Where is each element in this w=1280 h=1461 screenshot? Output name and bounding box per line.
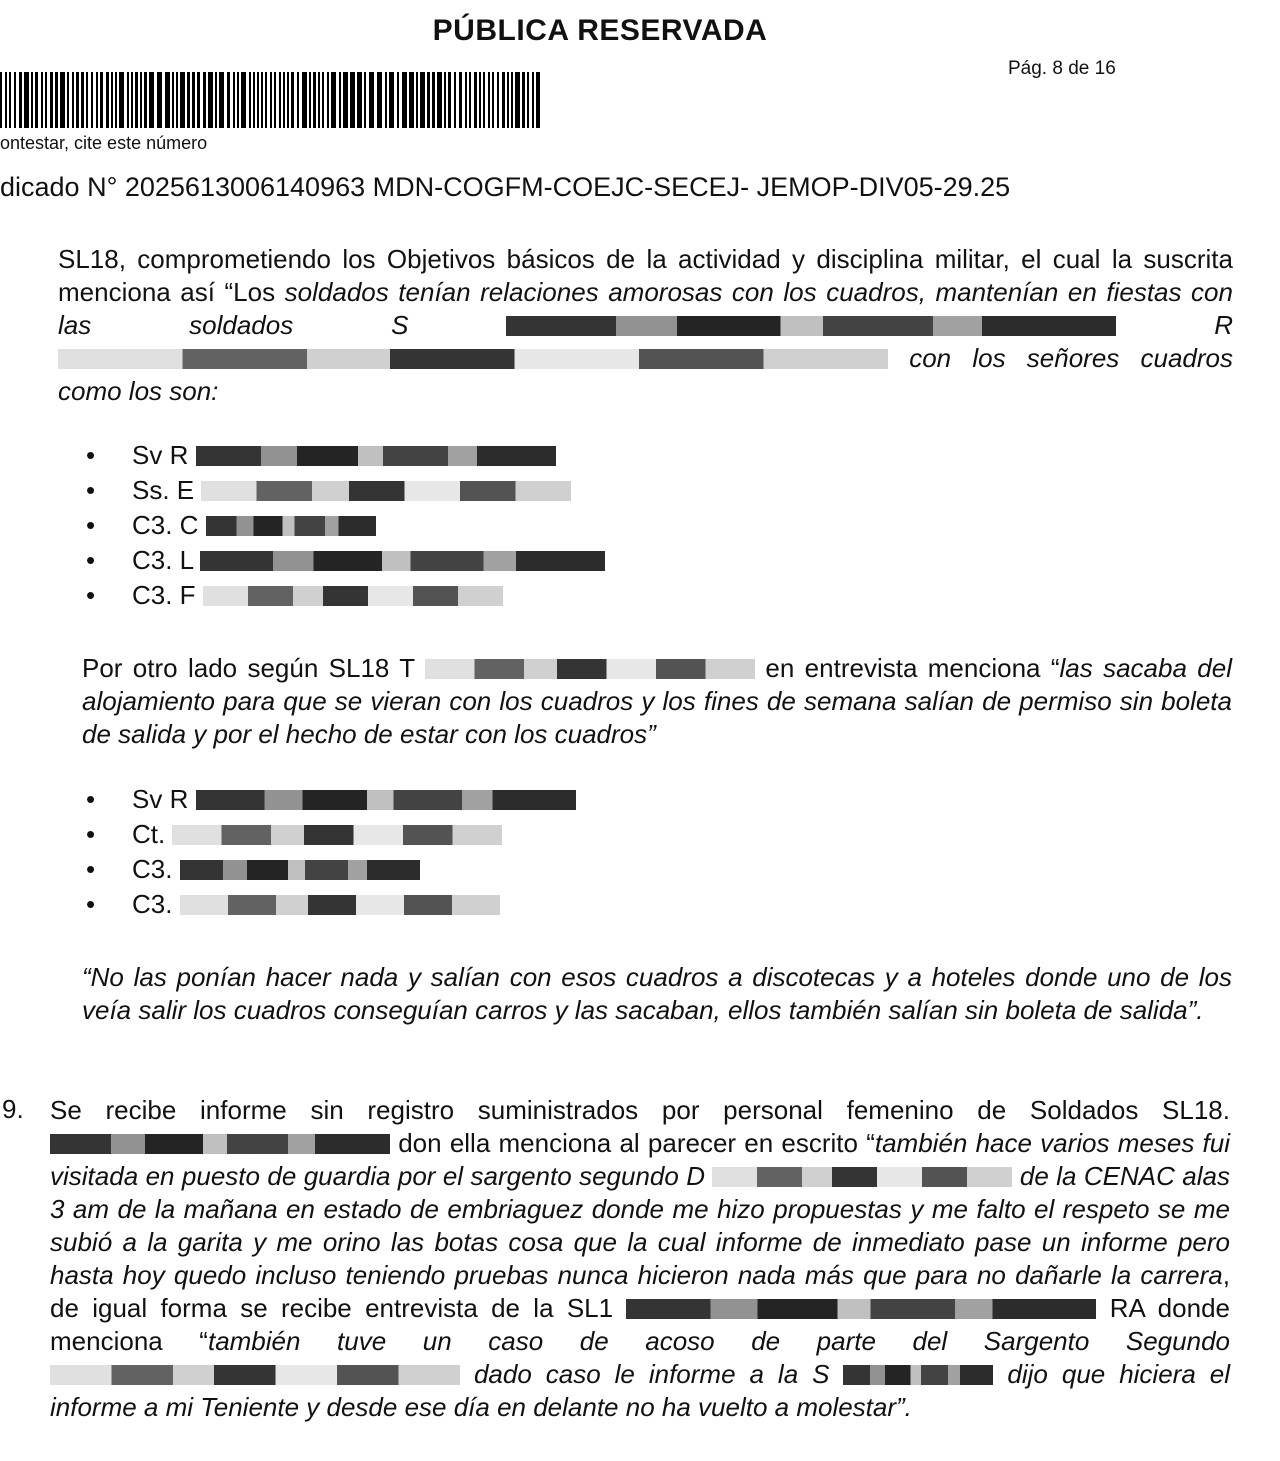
barcode-bar bbox=[357, 72, 362, 128]
barcode-bar bbox=[302, 72, 307, 128]
redaction-block bbox=[200, 551, 605, 571]
list-item bbox=[86, 852, 576, 887]
barcode-bar bbox=[176, 72, 178, 128]
redaction-block bbox=[50, 1134, 390, 1154]
barcode-bar bbox=[76, 72, 79, 128]
barcode-bar bbox=[55, 72, 58, 128]
list-item bbox=[86, 578, 605, 613]
classification-heading: PÚBLICA RESERVADA bbox=[432, 14, 768, 47]
barcode-bar bbox=[233, 72, 235, 128]
redaction-block bbox=[58, 349, 888, 369]
list-item bbox=[86, 782, 576, 817]
list-item bbox=[86, 473, 605, 508]
barcode-bar bbox=[270, 72, 272, 128]
barcode-bar bbox=[115, 72, 117, 128]
item-9-paragraph bbox=[50, 1094, 1230, 1424]
redaction-block bbox=[180, 860, 420, 880]
barcode-bar bbox=[19, 72, 22, 128]
barcode-bar bbox=[385, 72, 387, 128]
barcode-bar bbox=[339, 72, 341, 128]
redaction-block bbox=[172, 825, 502, 845]
barcode-bar bbox=[309, 72, 311, 128]
barcode-bar bbox=[287, 72, 289, 128]
paragraph-1 bbox=[58, 243, 1233, 408]
barcode-bar bbox=[5, 72, 7, 128]
list-cuadros-2 bbox=[86, 782, 576, 922]
barcode-bar bbox=[364, 72, 366, 128]
redaction-block bbox=[206, 516, 376, 536]
barcode-bar bbox=[327, 72, 329, 128]
barcode-bar bbox=[144, 72, 147, 128]
barcode-bar bbox=[72, 72, 74, 128]
barcode-bar bbox=[469, 72, 471, 128]
redaction-block bbox=[196, 446, 556, 466]
p1-text: SL18, comprometiendo los Objetivos básicos de la actividad y disciplina militar, el cual la suscrita menciona así “Los bbox=[58, 244, 1233, 307]
barcode-bar bbox=[197, 72, 200, 128]
barcode-bar bbox=[9, 72, 11, 128]
redaction-block bbox=[196, 790, 576, 810]
barcode-bar bbox=[106, 72, 109, 128]
redaction-block bbox=[425, 659, 755, 679]
barcode-bar bbox=[502, 72, 505, 128]
barcode-bar bbox=[318, 72, 320, 128]
barcode-bar bbox=[140, 72, 142, 128]
barcode-bar bbox=[41, 72, 43, 128]
barcode-bar bbox=[283, 72, 285, 128]
barcode-bar bbox=[127, 72, 129, 128]
item9-quote-4: dado caso le informe a la S bbox=[473, 1359, 830, 1389]
list-item-text: Ct. bbox=[132, 819, 166, 849]
barcode-bar bbox=[488, 72, 490, 128]
quote-3-text: “No las ponían hacer nada y salían con esos cuadros a discotecas y a hoteles donde uno de los veía salir los cuadros conseguían carros y las sacaban, ellos también salían sin boleta de salida”. bbox=[82, 962, 1232, 1025]
barcode-bar bbox=[149, 72, 154, 128]
barcode-bar bbox=[432, 72, 435, 128]
item9-text-c: , de igual forma se recibe entrevista de la SL1 bbox=[50, 1260, 1230, 1323]
item9-quote-3: también tuve un caso de acoso de parte del Sargento Segundo bbox=[207, 1326, 1230, 1356]
redaction-block bbox=[201, 481, 571, 501]
barcode-bar bbox=[369, 72, 374, 128]
item9-quote-1: también hace varios meses fui visitada en puesto de guardia por el sargento segundo D bbox=[50, 1128, 1230, 1191]
list-item bbox=[86, 543, 605, 578]
p2-text-b: en entrevista menciona “ bbox=[765, 653, 1060, 683]
item9-quote-5: dijo que hiciera el informe a mi Teniente y desde ese día en delante no ha vuelto a molestar”. bbox=[50, 1359, 1230, 1422]
barcode-bar bbox=[522, 72, 525, 128]
barcode-bar bbox=[536, 72, 540, 128]
redaction-block bbox=[50, 1365, 460, 1385]
barcode-bar bbox=[249, 72, 251, 128]
barcode-bar bbox=[343, 72, 348, 128]
redaction-block bbox=[203, 586, 503, 606]
barcode-bar bbox=[135, 72, 138, 128]
barcode-bar bbox=[208, 72, 213, 128]
barcode-bar bbox=[444, 72, 446, 128]
page-number: Pág. 8 de 16 bbox=[1008, 58, 1116, 79]
item9-text-b: don ella menciona al parecer en escrito “ bbox=[398, 1128, 875, 1158]
barcode-bar bbox=[402, 72, 407, 128]
barcode-bar bbox=[192, 72, 195, 128]
barcode-bar bbox=[497, 72, 499, 128]
barcode-bar bbox=[350, 72, 355, 128]
barcode-bar bbox=[241, 72, 246, 128]
barcode-bar bbox=[507, 72, 509, 128]
barcode-bar bbox=[331, 72, 336, 128]
redaction-block bbox=[180, 895, 500, 915]
barcode-bar bbox=[527, 72, 529, 128]
list-item-text: C3. bbox=[132, 854, 173, 884]
barcode-bar bbox=[67, 72, 69, 128]
barcode-bar bbox=[60, 72, 65, 128]
list-item-text: C3. F bbox=[132, 580, 196, 610]
barcode-bar bbox=[187, 72, 190, 128]
barcode-bar bbox=[265, 72, 267, 128]
list-item-text: C3. C bbox=[132, 510, 199, 540]
barcode-bar bbox=[165, 72, 170, 128]
barcode-bar bbox=[416, 72, 418, 128]
barcode-bar bbox=[420, 72, 425, 128]
barcode-bar bbox=[45, 72, 47, 128]
p2-text: Por otro lado según SL18 T bbox=[82, 653, 415, 683]
barcode-bar bbox=[91, 72, 93, 128]
barcode-bar bbox=[397, 72, 399, 128]
barcode-bar bbox=[257, 72, 259, 128]
p1-quote-c: con los señores cuadros como los son: bbox=[58, 343, 1233, 406]
barcode-bar bbox=[50, 72, 53, 128]
item9-quote-2: de la CENAC alas 3 am de la mañana en estado de embriaguez donde me hizo propuestas y me falto el respeto se me subió a la garita y me orino las botas cosa que la cual informe de inmediato pase un informe pero hasta hoy quedo incluso teniendo pruebas nunca hicieron nada más que para no dañarle la carrera bbox=[50, 1161, 1230, 1290]
barcode-bar bbox=[261, 72, 263, 128]
barcode-bar bbox=[100, 72, 103, 128]
barcode-bar bbox=[437, 72, 442, 128]
barcode-bar bbox=[227, 72, 230, 128]
barcode-graphic bbox=[0, 72, 540, 128]
barcode-bar bbox=[119, 72, 124, 128]
item9-text-a: Se recibe informe sin registro suministrados por personal femenino de Soldados SL18. bbox=[50, 1095, 1230, 1125]
barcode-bar bbox=[31, 72, 33, 128]
barcode-bar bbox=[131, 72, 133, 128]
p1-quote-b: R bbox=[1214, 310, 1233, 340]
list-item-text: Sv R bbox=[132, 784, 189, 814]
barcode-bar bbox=[180, 72, 185, 128]
barcode-bar bbox=[279, 72, 281, 128]
barcode-bar bbox=[219, 72, 224, 128]
item9-text-d: RA donde menciona “ bbox=[50, 1293, 1230, 1356]
barcode-bar bbox=[479, 72, 481, 128]
paragraph-2 bbox=[82, 652, 1232, 751]
barcode-bar bbox=[203, 72, 206, 128]
barcode-bar bbox=[96, 72, 98, 128]
barcode-bar bbox=[459, 72, 462, 128]
list-cuadros-1 bbox=[86, 438, 605, 613]
barcode-bar bbox=[454, 72, 456, 128]
barcode-bar bbox=[465, 72, 467, 128]
quote-3 bbox=[82, 961, 1232, 1027]
cite-instruction: ontestar, cite este número bbox=[0, 133, 208, 153]
barcode-bar bbox=[274, 72, 276, 128]
barcode bbox=[0, 72, 540, 128]
redaction-block bbox=[626, 1299, 1096, 1319]
barcode-bar bbox=[253, 72, 255, 128]
p2-quote: las sacaba del alojamiento para que se vieran con los cuadros y los fines de semana salían de permiso sin boleta de salida y por el hecho de estar con los cuadros” bbox=[82, 653, 1232, 749]
barcode-bar bbox=[322, 72, 324, 128]
barcode-bar bbox=[427, 72, 430, 128]
barcode-bar bbox=[409, 72, 414, 128]
barcode-bar bbox=[511, 72, 513, 128]
list-item bbox=[86, 508, 605, 543]
barcode-bar bbox=[14, 72, 16, 128]
list-item-text: Sv R bbox=[132, 440, 189, 470]
list-item-text: Ss. E bbox=[132, 475, 195, 505]
barcode-bar bbox=[0, 72, 2, 128]
item-number: 9. bbox=[2, 1094, 24, 1124]
redaction-block bbox=[506, 316, 1116, 336]
p1-quote-a: soldados tenían relaciones amorosas con los cuadros, mantenían en fiestas con las soldados S bbox=[58, 277, 1233, 340]
barcode-bar bbox=[172, 72, 174, 128]
barcode-bar bbox=[532, 72, 534, 128]
list-item bbox=[86, 438, 605, 473]
list-item-text: C3. L bbox=[132, 545, 194, 575]
barcode-bar bbox=[448, 72, 451, 128]
list-item-text: C3. bbox=[132, 889, 173, 919]
barcode-bar bbox=[483, 72, 485, 128]
barcode-bar bbox=[111, 72, 113, 128]
barcode-bar bbox=[377, 72, 382, 128]
list-item bbox=[86, 887, 576, 922]
list-item bbox=[86, 817, 576, 852]
barcode-bar bbox=[86, 72, 88, 128]
barcode-bar bbox=[515, 72, 520, 128]
barcode-bar bbox=[81, 72, 84, 128]
barcode-bar bbox=[35, 72, 38, 128]
barcode-bar bbox=[297, 72, 299, 128]
barcode-bar bbox=[291, 72, 294, 128]
barcode-bar bbox=[157, 72, 162, 128]
barcode-bar bbox=[24, 72, 29, 128]
barcode-bar bbox=[313, 72, 316, 128]
barcode-bar bbox=[389, 72, 394, 128]
radicado-number: dicado N° 2025613006140963 MDN-COGFM-COEJC-SECEJ- JEMOP-DIV05-29.25 bbox=[0, 172, 1011, 202]
barcode-bar bbox=[215, 72, 217, 128]
redaction-block bbox=[843, 1365, 993, 1385]
barcode-bar bbox=[237, 72, 239, 128]
barcode-bar bbox=[474, 72, 477, 128]
redaction-block bbox=[712, 1167, 1012, 1187]
barcode-bar bbox=[492, 72, 494, 128]
